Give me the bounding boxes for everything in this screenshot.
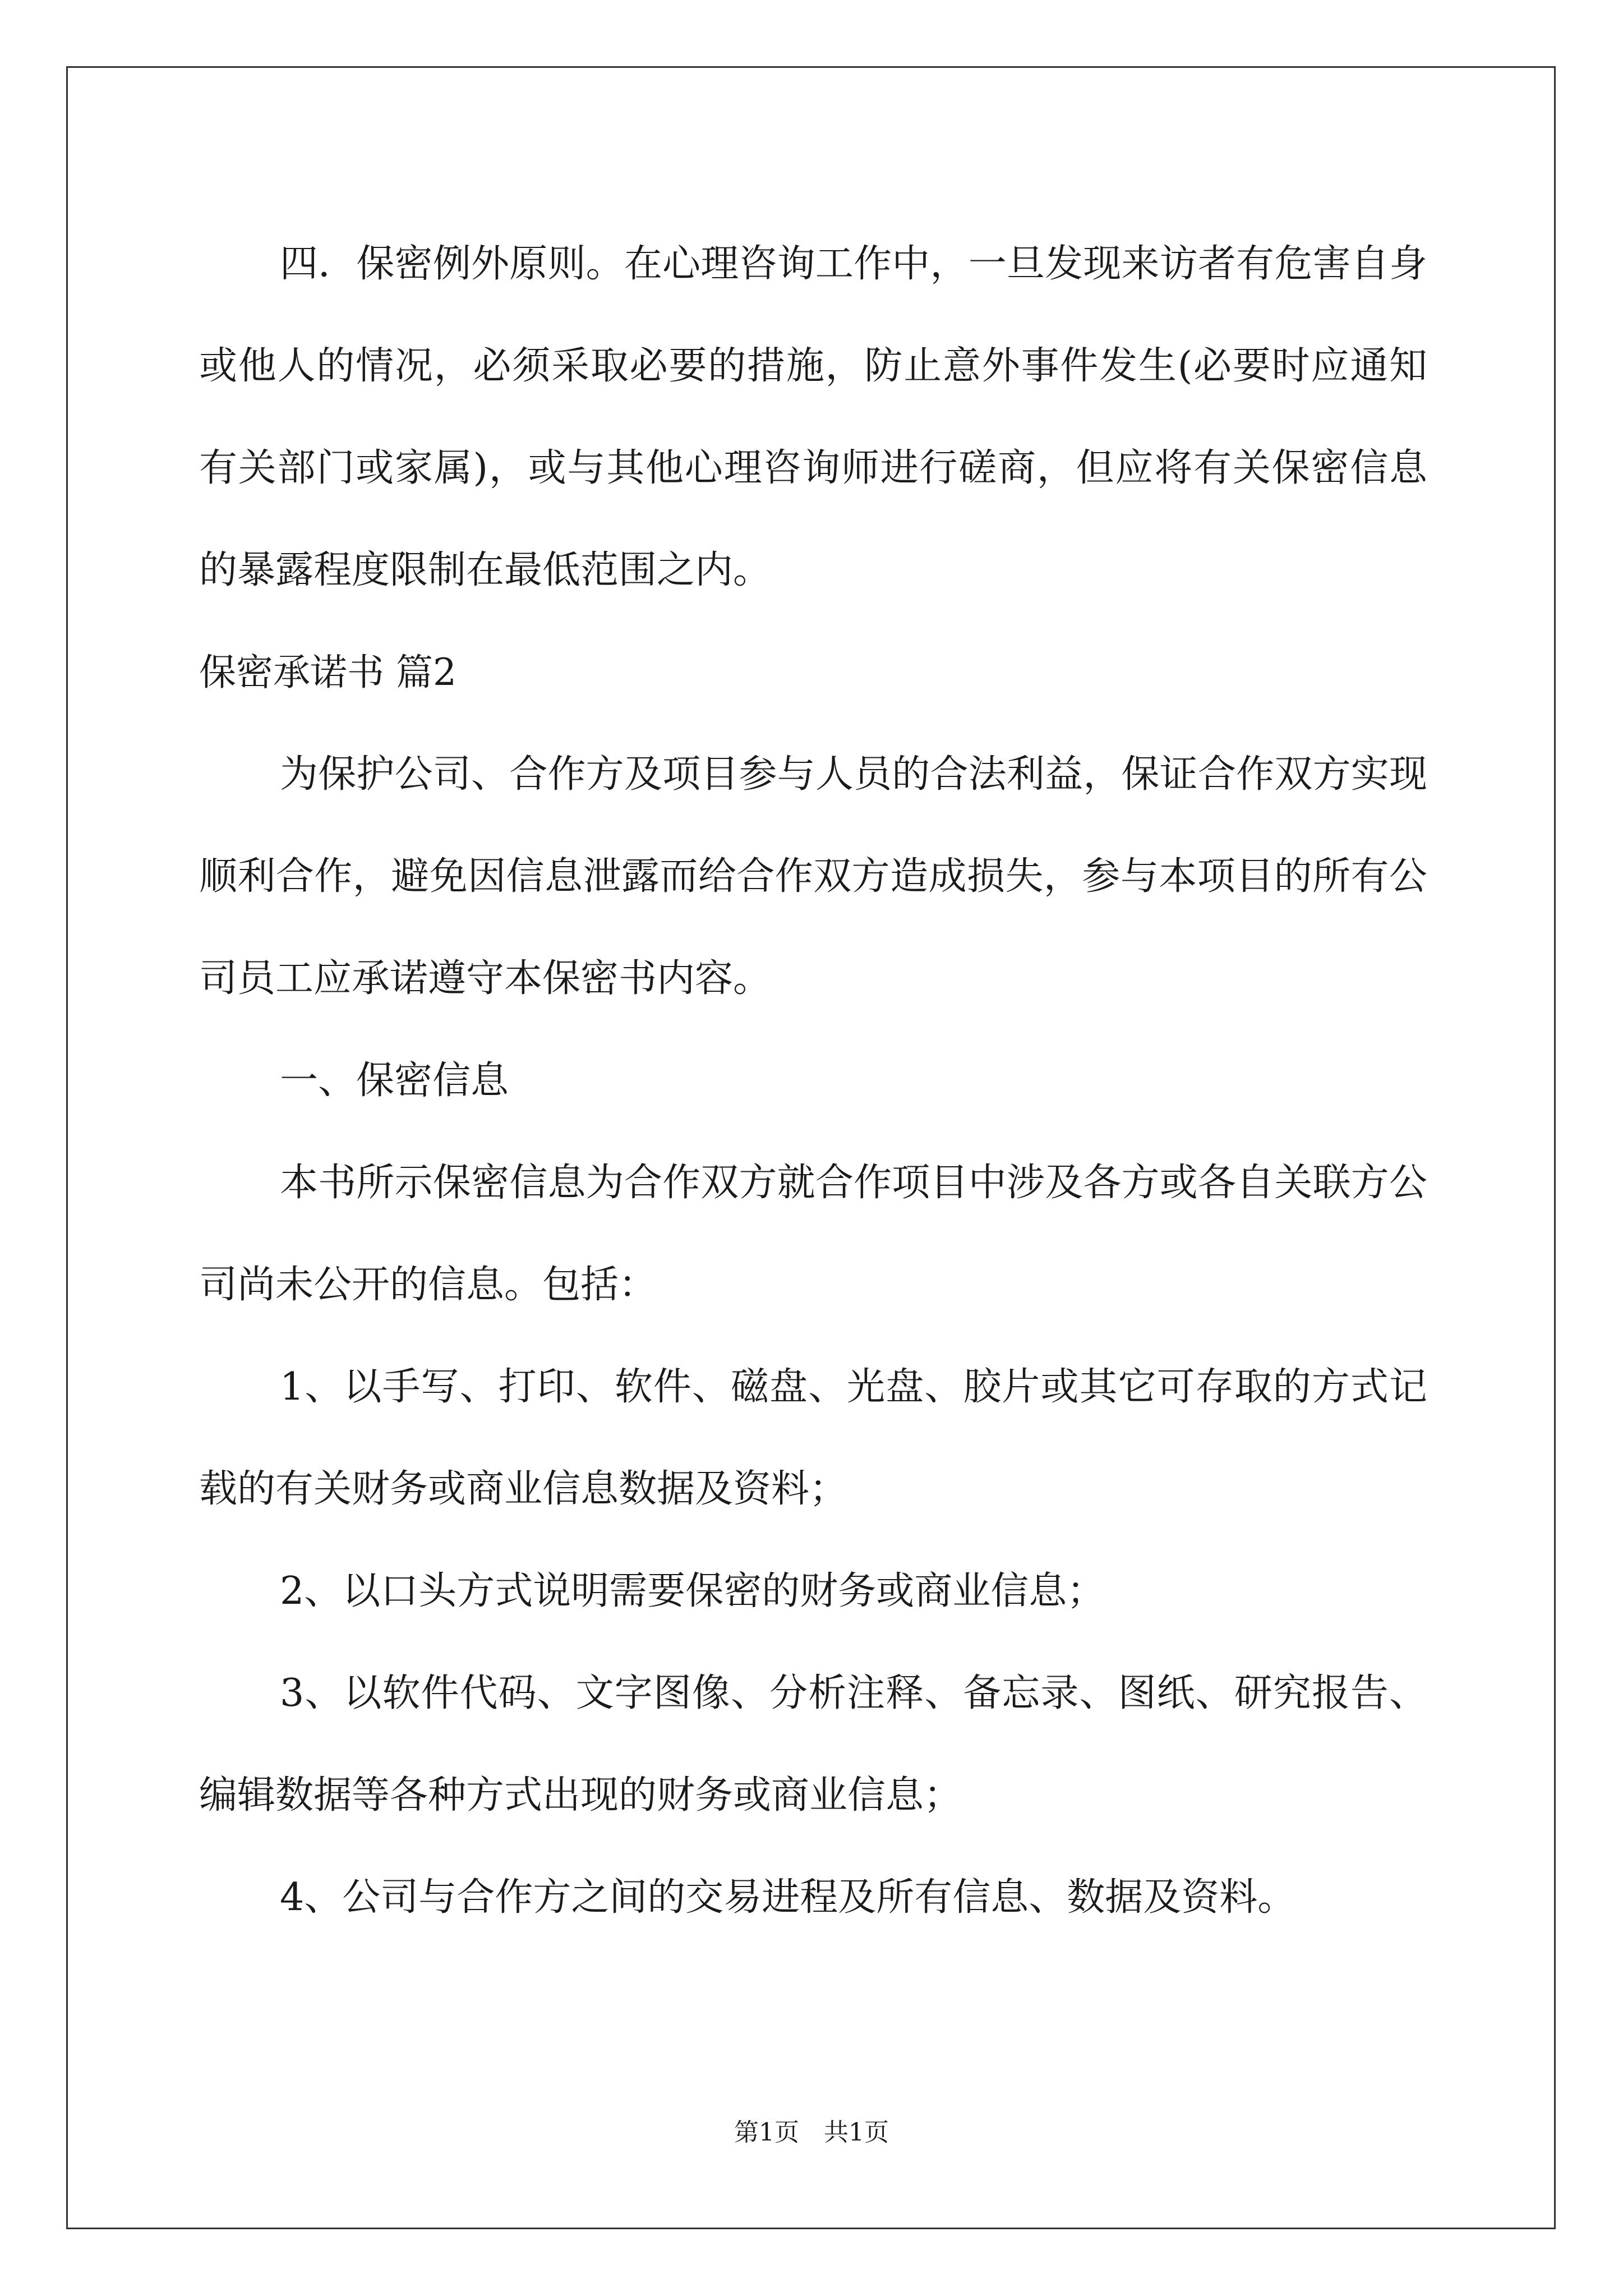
paragraph-definition: 本书所示保密信息为合作双方就合作项目中涉及各方或各自关联方公司尚未公开的信息。包括： [199, 1161, 1427, 1307]
section-heading: 保密承诺书 篇2 [199, 651, 457, 694]
paragraph-confidentiality-exception: 四．保密例外原则。在心理咨询工作中，一旦发现来访者有危害自身或他人的情况，必须采取必要的措施，防止意外事件发生(必要时应通知有关部门或家属)，或与其他心理咨询师进行磋商，但应将有关保密信息的暴露程度限制在最低范围之内。 [199, 242, 1427, 592]
paragraph-purpose: 为保护公司、合作方及项目参与人员的合法利益，保证合作双方实现顺利合作，避免因信息泄露而给合作双方造成损失，参与本项目的所有公司员工应承诺遵守本保密书内容。 [199, 752, 1427, 1001]
page-footer: 第1页 共1页 [734, 2118, 889, 2147]
list-item-4: 4、公司与合作方之间的交易进程及所有信息、数据及资料。 [280, 1875, 1296, 1920]
list-item-2: 2、以口头方式说明需要保密的财务或商业信息； [280, 1569, 1105, 1613]
paragraph-section-one-title: 一、保密信息 [280, 1059, 509, 1103]
list-item-3: 3、以软件代码、文字图像、分析注释、备忘录、图纸、研究报告、编辑数据等各种方式出现的财务或商业信息； [199, 1671, 1427, 1818]
list-item-1: 1、以手写、打印、软件、磁盘、光盘、胶片或其它可存取的方式记载的有关财务或商业信息数据及资料； [199, 1365, 1427, 1511]
document-body [199, 213, 1427, 1949]
